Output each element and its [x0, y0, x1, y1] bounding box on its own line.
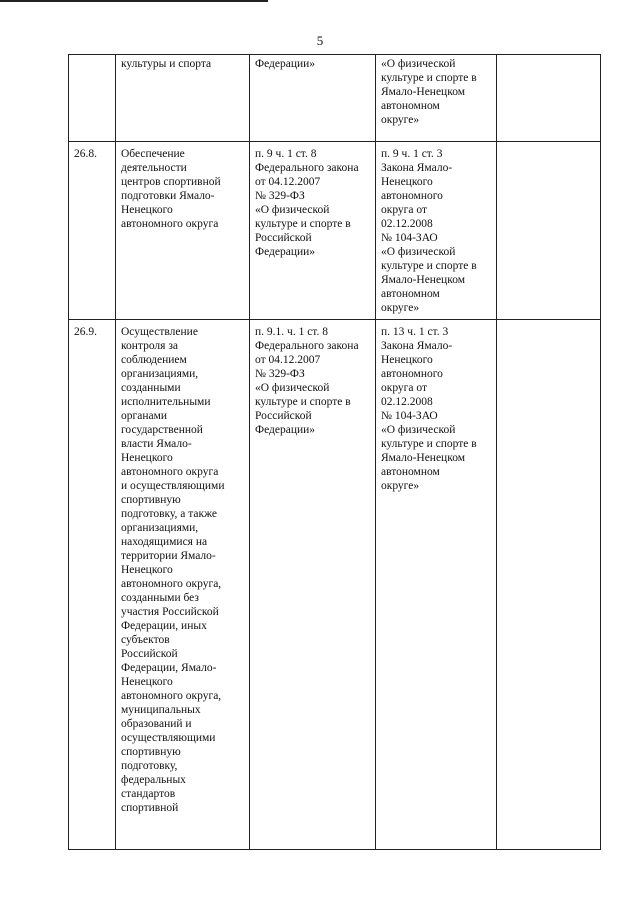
row-number-cell: [69, 142, 116, 320]
name-cell: [116, 320, 250, 850]
regional-basis: «О физической культуре и спорте в Ямало-Ненецком автономном округе»: [381, 58, 477, 126]
power-name: культуры и спорта: [121, 58, 212, 70]
federal-basis-cell: [250, 55, 376, 142]
table-row: [69, 142, 601, 320]
power-name: Осуществление контроля за соблюдением организациями, созданными исполнительными органами государственной власти Ямало- Ненецкого автономного округа и осуществляющими спортивную подготовку, а также организациями, находящимися на территории Ямало- Ненецкого автономного округа, созданными без участия Российской Федерации, иных субъектов Российской Федерации, Ямало- Ненецкого автономного округа, муниципальных образований и осуществляющими спортивную подготовку, федеральных стандартов спортивной: [121, 326, 225, 814]
note-cell: [497, 320, 601, 850]
note-cell: [497, 142, 601, 320]
federal-basis: п. 9.1. ч. 1 ст. 8 Федерального закона от 04.12.2007 № 329-ФЗ «О физической культуре и спорте в Российской Федерации»: [255, 326, 359, 436]
note-cell: [497, 55, 601, 142]
table-row: [69, 320, 601, 850]
name-cell: [116, 55, 250, 142]
federal-basis-cell: [250, 320, 376, 850]
row-number: 26.9.: [74, 326, 97, 338]
scan-edge-line: [0, 0, 268, 2]
power-name: Обеспечение деятельности центров спортивной подготовки Ямало- Ненецкого автономного округа: [121, 148, 221, 230]
federal-basis: Федерации»: [255, 58, 316, 70]
regional-basis-cell: [376, 55, 497, 142]
regional-basis: п. 13 ч. 1 ст. 3 Закона Ямало- Ненецкого автономного округа от 02.12.2008 № 104-ЗАО «О физической культуре и спорте в Ямало-Ненецком автономном округе»: [381, 326, 477, 492]
row-number-cell: [69, 320, 116, 850]
regional-basis-cell: [376, 142, 497, 320]
regional-basis-cell: [376, 320, 497, 850]
row-number-cell: [69, 55, 116, 142]
table-row: [69, 55, 601, 142]
federal-basis-cell: [250, 142, 376, 320]
powers-table: [68, 54, 601, 850]
row-number: 26.8.: [74, 148, 97, 160]
regional-basis: п. 9 ч. 1 ст. 3 Закона Ямало- Ненецкого автономного округа от 02.12.2008 № 104-ЗАО «О физической культуре и спорте в Ямало-Ненецком автономном округе»: [381, 148, 477, 314]
page-number: 5: [316, 33, 324, 48]
name-cell: [116, 142, 250, 320]
federal-basis: п. 9 ч. 1 ст. 8 Федерального закона от 04.12.2007 № 329-ФЗ «О физической культуре и спорте в Российской Федерации»: [255, 148, 359, 258]
